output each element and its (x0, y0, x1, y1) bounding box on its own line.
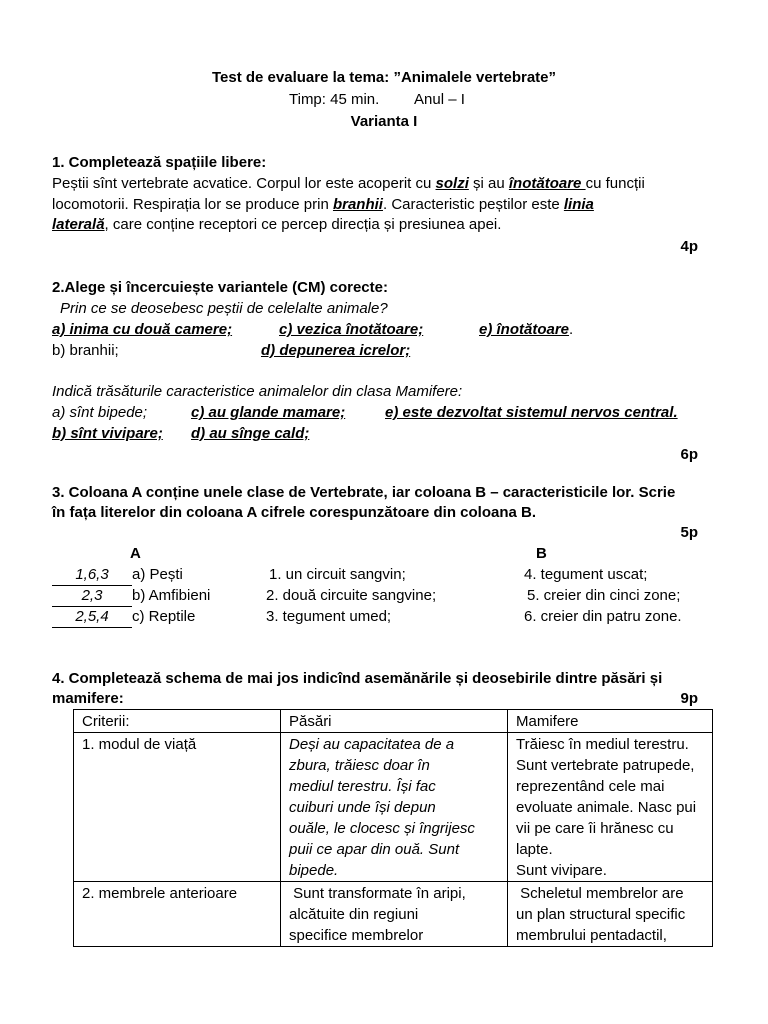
q3-row-1-mid: 1. un circuit sangvin; (269, 566, 406, 583)
q2-option-d: d) depunerea icrelor; (261, 342, 411, 359)
q3-heading-2: în fața literelor din coloana A cifrele corespunzătoare din coloana B. (52, 504, 536, 521)
column-a-label: A (130, 545, 141, 562)
q2-option-b: b) branhii; (52, 342, 119, 359)
answer-blank: 2,3 (52, 586, 132, 607)
criterion-cell: 2. membrele anterioare (74, 882, 281, 947)
q3-heading-1: 3. Coloana A conține unele clase de Vertebrate, iar coloana B – caracteristicile lor. Scrie (52, 484, 676, 501)
q3-row-1-right: 4. tegument uscat; (524, 566, 648, 583)
header-mammals: Mamifere (508, 710, 713, 733)
variant-label: Varianta I (350, 113, 418, 130)
q1-points: 4p (680, 238, 698, 255)
mammals-cell: Trăiesc în mediul terestru. Sunt vertebrate patrupede, reprezentând cele mai evoluate animale. Nasc pui vii pe care îi hrănesc cu lapte. Sunt vivipare. (508, 733, 713, 882)
q1-heading: 1. Completează spațiile libere: (52, 154, 267, 171)
answer-solzi: solzi (435, 175, 469, 192)
birds-cell: Deși au capacitatea de a zbura, trăiesc doar în mediul terestru. Își fac cuiburi unde își depun ouăle, le clocesc și îngrijesc puii ce apar din ouă. Sunt bipede. (281, 733, 508, 882)
q1-line-1: Peștii sînt vertebrate acvatice. Corpul lor este acoperit cu solzi și au înotătoare cu funcții (52, 175, 645, 192)
q2-question-1: Prin ce se deosebesc peștii de celelalte animale? (60, 300, 388, 317)
answer-linia: linia (563, 196, 594, 213)
column-b-label: B (536, 545, 547, 562)
q3-row-2-right: 5. creier din cinci zone; (527, 587, 681, 604)
q2-m-option-c: c) au glande mamare; (191, 404, 346, 421)
mammals-cell: Scheletul membrelor are un plan structural specific membrului pentadactil, (508, 882, 713, 947)
q2-m-option-a: a) sînt bipede; (52, 404, 148, 421)
answer-inotatoare: înotătoare (508, 175, 586, 192)
q2-heading: 2.Alege și încercuiește variantele (CM) corecte: (52, 279, 388, 296)
q2-option-c: c) vezica înotătoare; (279, 321, 424, 338)
answer-branhii: branhii (332, 196, 383, 213)
q3-row-3-mid: 3. tegument umed; (266, 608, 392, 625)
q2-option-a: a) inima cu două camere; (52, 321, 233, 338)
q1-line-2: locomotorii. Respirația lor se produce prin branhii. Caracteristic peștilor este linia (52, 196, 594, 213)
q2-m-option-d: d) au sînge cald; (191, 425, 310, 442)
time-label: Timp: 45 min. (289, 91, 380, 108)
q3-row-3-right: 6. creier din patru zone. (524, 608, 682, 625)
table-header-row (74, 710, 713, 733)
comparison-table (73, 709, 713, 947)
q3-row-1: 1,6,3 a) Pești (52, 565, 183, 586)
birds-cell: Sunt transformate în aripi, alcătuite din regiuni specifice membrelor (281, 882, 508, 947)
q2-m-option-b: b) sînt vivipare; (52, 425, 163, 442)
q2-points: 6p (680, 446, 698, 463)
header-criteria: Criterii: (74, 710, 281, 733)
answer-laterala: laterală (52, 216, 105, 233)
q2-option-e: e) înotătoare. (479, 321, 574, 338)
header-birds: Păsări (281, 710, 508, 733)
table-row (74, 882, 713, 947)
q3-row-3: 2,5,4 c) Reptile (52, 607, 195, 628)
q4-heading-1: 4. Completează schema de mai jos indicînd asemănările și deosebirile dintre păsări și (52, 670, 663, 687)
table-row (74, 733, 713, 882)
q1-line-3: laterală, care conține receptori ce percep direcția și presiunea apei. (52, 216, 502, 233)
q2-m-option-e: e) este dezvoltat sistemul nervos central. (385, 404, 678, 421)
q4-heading-2: mamifere: (52, 690, 124, 707)
q3-row-2-mid: 2. două circuite sangvine; (266, 587, 437, 604)
q3-points: 5p (680, 524, 698, 541)
q4-points: 9p (680, 690, 698, 707)
year-label: Anul – I (414, 91, 465, 108)
test-title: Test de evaluare la tema: ”Animalele vertebrate” (211, 69, 557, 86)
q3-row-2: 2,3 b) Amfibieni (52, 586, 210, 607)
answer-blank: 2,5,4 (52, 607, 132, 628)
answer-blank: 1,6,3 (52, 565, 132, 586)
criterion-cell: 1. modul de viață (74, 733, 281, 882)
q2-question-2: Indică trăsăturile caracteristice animalelor din clasa Mamifere: (52, 383, 463, 400)
